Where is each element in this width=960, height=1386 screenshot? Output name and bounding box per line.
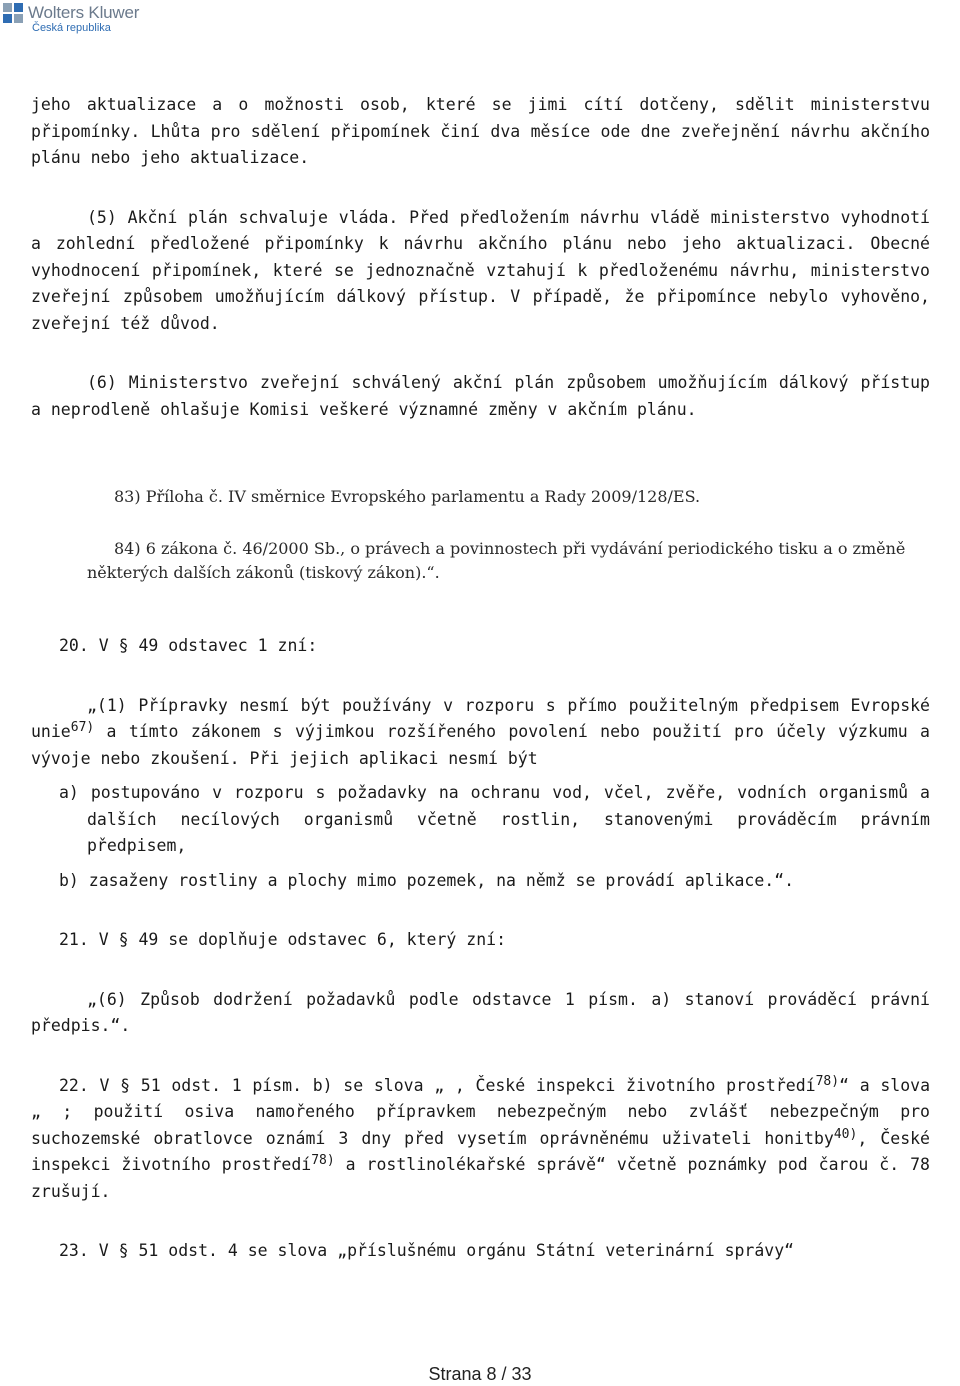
footnote-84 (31, 537, 930, 585)
footnote-ref-78[interactable]: 78) (815, 1073, 840, 1089)
paragraph: jeho aktualizace a o možnosti osob, které se jimi cítí dotčeny, sdělit ministerstvu připomínky. Lhůta pro sdělení připomínek činí dva měsíce ode dne zveřejnění návrhu akčního plánu nebo jeho aktualizace. (31, 95, 930, 167)
paragraph: (5) Akční plán schvaluje vláda. Před předložením návrhu vládě ministerstvo vyhodnotí a zohlední předložené připomínky k návrhu akčního plánu nebo jeho aktualizaci. Obecné vyhodnocení připomínek, které se jednoznačně vztahují k předloženému návrhu, ministerstvo zveřejní způsobem umožňujícím dálkový přístup. V případě, že připomínce nebylo vyhověno, zveřejní též důvod. (31, 207, 930, 333)
footnote-ref-78[interactable]: 78) (311, 1153, 335, 1168)
footnote-84-link[interactable]: 84) 6 zákona č. 46/2000 Sb. (114, 539, 341, 558)
brand-name: Wolters Kluwer (28, 3, 140, 22)
footnote-83: 83) Příloha č. IV směrnice Evropského parlamentu a Rady 2009/128/ES. (114, 487, 701, 506)
page-number: Strana 8 / 33 (428, 1364, 532, 1384)
section-20-heading: 20. V § 49 odstavec 1 zní: (59, 636, 318, 655)
section-23-text: 23. V § 51 odst. 4 se slova „příslušnému orgánu Státní veterinární správy“ (59, 1241, 795, 1260)
brand-subtitle: Česká republika (32, 22, 111, 34)
section-20-text: „(1) Přípravky nesmí být používány v rozporu s přímo použitelným předpisem Evropské unie$^{67)}$ a tímto zákonem s výjimkou rozšířeného povolení nebo použití pro účely výzkumu a vývoje nebo zkoušení. Při jejich aplikaci nesmí být (31, 695, 930, 768)
list-item-b: b) zasaženy rostliny a plochy mimo pozemek, na němž se provádí aplikace.“. (59, 870, 795, 890)
section-21-heading: 21. V § 49 se doplňuje odstavec 6, který zní: (59, 930, 507, 949)
section-21-text: „(6) Způsob dodržení požadavků podle odstavce 1 písm. a) stanoví prováděcí právní předpis.“. (31, 989, 930, 1035)
brand-logo (2, 2, 142, 38)
document-body (31, 92, 930, 1265)
footnote-ref-67[interactable]: 67) (70, 720, 95, 735)
footnote-84-text: , o právech a povinnostech při vydávání periodického tisku a o změně některých dalších zákonů (tiskový zákon).“. (87, 539, 906, 582)
wolters-kluwer-logo-icon (2, 2, 26, 26)
section-22-text: 22. V § 51 odst. 1 písm. b) se slova „ , České inspekci životního prostředí$^{78)}$“ a slova „ ; použití osiva namořeného přípravkem nebezpečným nebo zvlášť nebezpečným pro suchozemské obratlovce oznámí 3 dny před vysetím oprávněnému uživateli honitby$^{40)}$, České inspekci životního prostředí$^{78)}$ a rostlinolékařské správě“ včetně poznámky pod čarou č. 78 zrušují. (31, 1073, 931, 1201)
footnote-ref-40[interactable]: 40) (833, 1126, 858, 1142)
paragraph: (6) Ministerstvo zveřejní schválený akční plán způsobem umožňujícím dálkový přístup a neprodleně ohlašuje Komisi veškeré významné změny v akčním plánu. (31, 373, 930, 419)
list-item-a: a) postupováno v rozporu s požadavky na ochranu vod, včel, zvěře, vodních organismů a dalších necílových organismů včetně rostlin, stanovenými prováděcím právním předpisem, (59, 783, 930, 855)
